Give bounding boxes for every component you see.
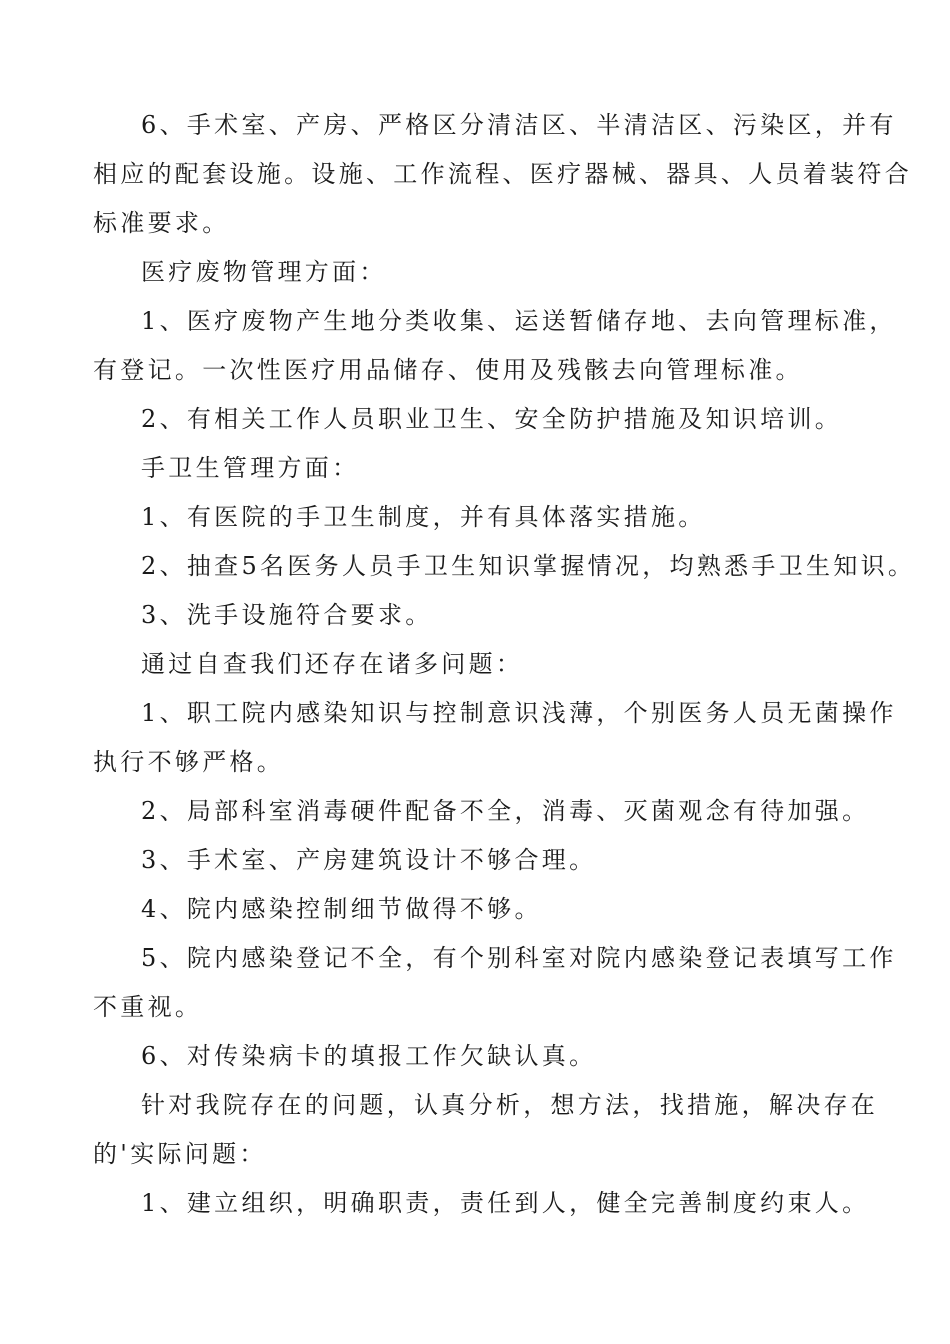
text-line: 1、建立组织，明确职责，责任到人，健全完善制度约束人。 — [141, 1189, 870, 1217]
text-line: 不重视。 — [93, 993, 203, 1021]
text-line: 1、职工院内感染知识与控制意识浅薄，个别医务人员无菌操作 — [141, 699, 897, 727]
text-line: 1、有医院的手卫生制度，并有具体落实措施。 — [141, 503, 706, 531]
text-line: 针对我院存在的问题，认真分析，想方法，找措施，解决存在 — [141, 1091, 879, 1119]
document-body — [93, 101, 916, 1228]
paragraph — [93, 493, 863, 542]
paragraph — [93, 542, 916, 591]
paragraph — [93, 934, 897, 1032]
text-line: 执行不够严格。 — [93, 748, 285, 776]
text-line: 医疗废物管理方面： — [141, 258, 387, 286]
text-line: 2、抽查5名医务人员手卫生知识掌握情况，均熟悉手卫生知识。 — [141, 552, 916, 580]
section-heading — [93, 640, 863, 689]
text-line: 5、院内感染登记不全，有个别科室对院内感染登记表填写工作 — [141, 944, 897, 972]
paragraph — [93, 1081, 879, 1179]
text-line: 2、有相关工作人员职业卫生、安全防护措施及知识培训。 — [141, 405, 843, 433]
text-line: 3、手术室、产房建筑设计不够合理。 — [141, 846, 597, 874]
text-line: 4、院内感染控制细节做得不够。 — [141, 895, 542, 923]
paragraph — [93, 591, 863, 640]
paragraph — [93, 787, 870, 836]
text-line: 2、局部科室消毒硬件配备不全，消毒、灭菌观念有待加强。 — [141, 797, 870, 825]
paragraph — [93, 1032, 863, 1081]
paragraph — [93, 101, 912, 248]
text-line: 通过自查我们还存在诸多问题： — [141, 650, 524, 678]
text-line: 1、医疗废物产生地分类收集、运送暂储存地、去向管理标准， — [141, 307, 897, 335]
paragraph — [93, 836, 863, 885]
text-line: 6、手术室、产房、严格区分清洁区、半清洁区、污染区，并有 — [141, 111, 897, 139]
text-line: 6、对传染病卡的填报工作欠缺认真。 — [141, 1042, 597, 1070]
text-line: 相应的配套设施。设施、工作流程、医疗器械、器具、人员着装符合 — [93, 160, 912, 188]
paragraph — [93, 297, 897, 395]
section-heading — [93, 248, 863, 297]
paragraph — [93, 395, 863, 444]
text-line: 标准要求。 — [93, 209, 230, 237]
section-heading — [93, 444, 863, 493]
text-line: 3、洗手设施符合要求。 — [141, 601, 433, 629]
text-line: 有登记。一次性医疗用品储存、使用及残骸去向管理标准。 — [93, 356, 803, 384]
paragraph — [93, 1179, 870, 1228]
text-line: 手卫生管理方面： — [141, 454, 360, 482]
text-line: 的'实际问题： — [93, 1140, 267, 1168]
paragraph — [93, 689, 897, 787]
paragraph — [93, 885, 863, 934]
